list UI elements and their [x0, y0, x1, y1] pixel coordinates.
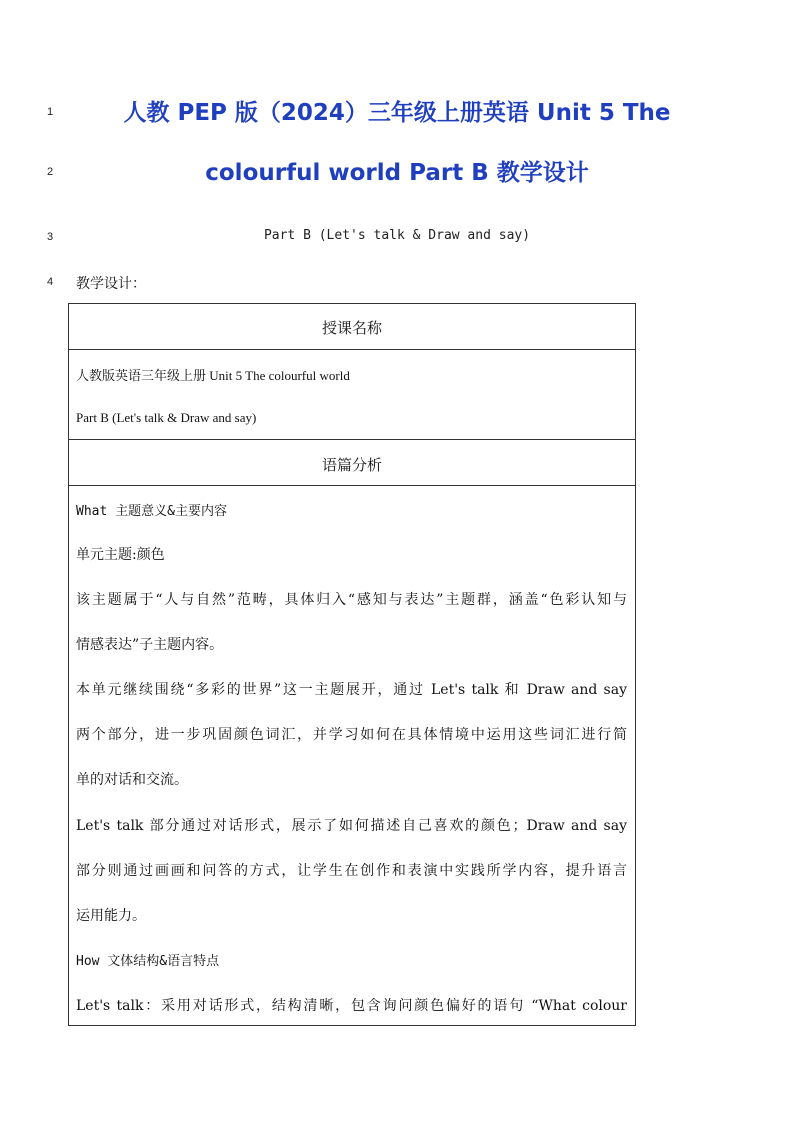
analysis-line: 本单元继续围绕“多彩的世界”这一主题展开，通过 Let's talk 和 Draw and say: [76, 682, 627, 698]
document-title-line-2: colourful world Part B 教学设计: [205, 160, 589, 186]
document-title-line-1: 人教 PEP 版（2024）三年级上册英语 Unit 5 The: [123, 100, 671, 126]
lesson-design-table: [68, 303, 636, 1026]
line-number-4: 4: [46, 276, 54, 288]
analysis-line: 情感表达”子主题内容。: [76, 637, 224, 653]
analysis-line: 该主题属于“人与自然”范畴，具体归入“感知与表达”主题群，涵盖“色彩认知与: [76, 592, 627, 608]
analysis-line: 部分则通过画画和问答的方式，让学生在创作和表演中实践所学内容，提升语言: [76, 863, 627, 879]
analysis-line: What 主题意义&主要内容: [76, 504, 227, 519]
teaching-design-label: 教学设计：: [76, 276, 146, 292]
analysis-line: How 文体结构&语言特点: [76, 954, 220, 969]
course-name-line-1: 人教版英语三年级上册 Unit 5 The colourful world: [76, 368, 350, 383]
line-number-3: 3: [46, 231, 54, 243]
analysis-line: 运用能力。: [76, 908, 146, 924]
table-divider: [69, 439, 635, 440]
line-number-2: 2: [46, 166, 54, 178]
table-divider: [69, 485, 635, 486]
table-header-course-name: 授课名称: [321, 319, 382, 337]
course-name-line-2: Part B (Let's talk & Draw and say): [76, 410, 257, 425]
analysis-line: Let's talk：采用对话形式，结构清晰，包含询问颜色偏好的语句 “What colour: [76, 998, 627, 1014]
analysis-line: 两个部分，进一步巩固颜色词汇，并学习如何在具体情境中运用这些词汇进行简: [76, 727, 627, 743]
table-header-text-analysis: 语篇分析: [321, 456, 382, 474]
line-number-1: 1: [46, 106, 54, 118]
analysis-line: Let's talk 部分通过对话形式，展示了如何描述自己喜欢的颜色；Draw and say: [76, 818, 627, 834]
table-divider: [69, 349, 635, 350]
analysis-line: 单元主题:颜色: [76, 547, 165, 563]
analysis-line: 单的对话和交流。: [76, 772, 188, 788]
document-subtitle: Part B (Let's talk & Draw and say): [263, 228, 531, 243]
